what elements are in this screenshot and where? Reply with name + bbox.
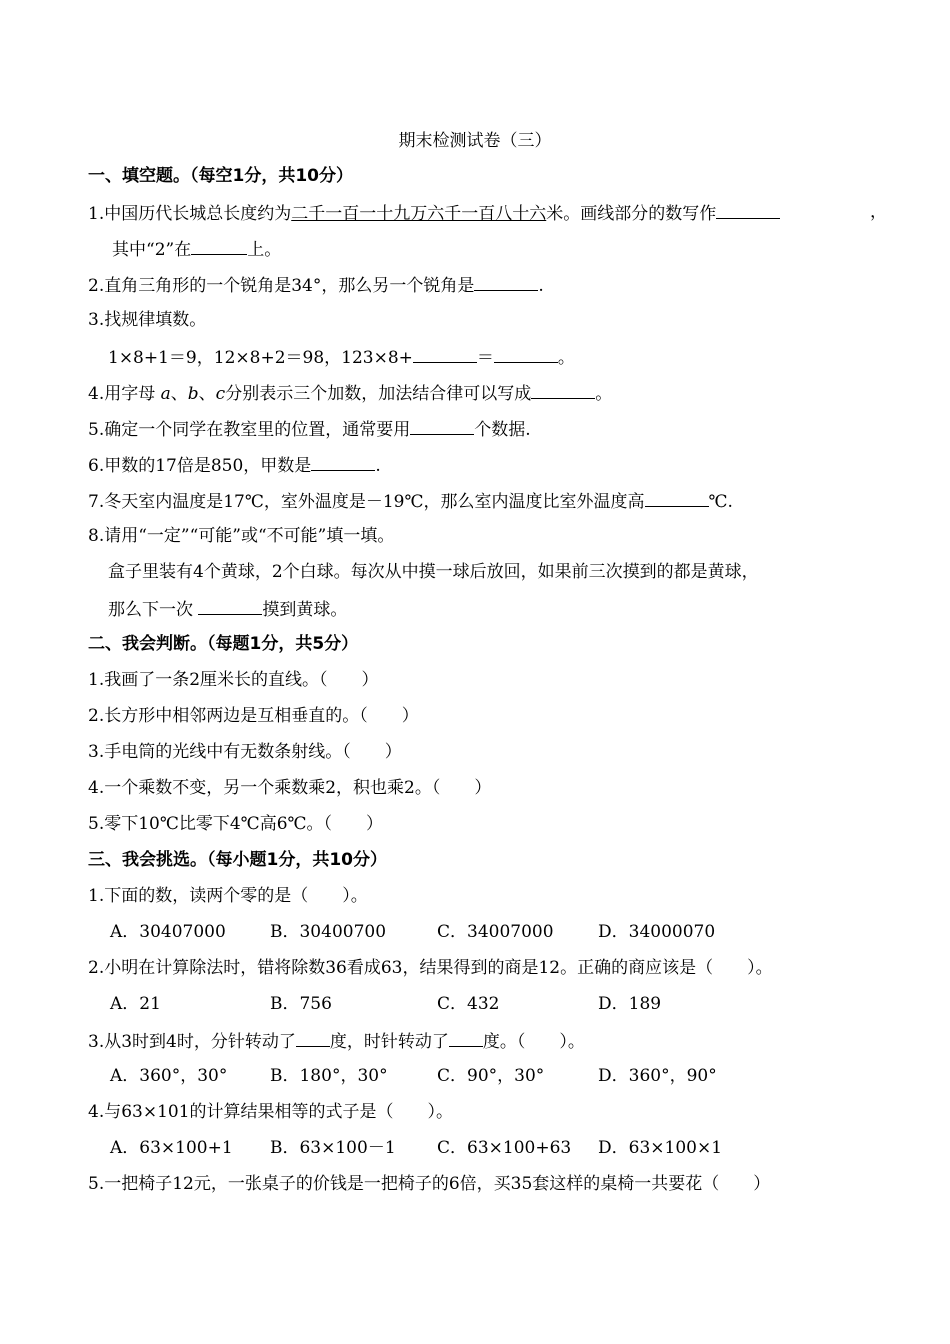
choice-option[interactable]: A．360°，30°	[110, 1066, 228, 1086]
q4-letter-c: c	[215, 384, 226, 404]
fill-question-2	[88, 274, 544, 296]
choice-question-3	[88, 1030, 585, 1052]
answer-blank[interactable]	[296, 1030, 330, 1047]
choice-option[interactable]: A．63×100+1	[110, 1138, 233, 1158]
judge-item: 2.长方形中相邻两边是互相垂直的。（ ）	[88, 706, 419, 726]
answer-blank[interactable]	[474, 274, 538, 291]
page-title: 期末检测试卷（三）	[398, 131, 552, 151]
choice-option[interactable]: C．63×100+63	[437, 1138, 572, 1158]
answer-blank[interactable]	[449, 1030, 483, 1047]
q1-line2-b: 上。	[247, 240, 282, 260]
choice-option[interactable]: B．63×100－1	[270, 1138, 396, 1158]
q7-a: 7.冬天室内温度是17℃，室外温度是－19℃，那么室内温度比室外温度高	[88, 492, 645, 512]
fill-question-7	[88, 490, 733, 512]
q4-letter-b: b	[187, 384, 199, 404]
choice-option[interactable]: A．21	[110, 994, 161, 1014]
q3-expr-c: 。	[557, 348, 575, 368]
q3-expr-b: ＝	[476, 348, 494, 368]
fill-question-3: 3.找规律填数。	[88, 310, 207, 330]
q6-b: .	[375, 456, 381, 476]
section-1-heading: 一、填空题。（每空1分，共10分）	[88, 166, 353, 186]
answer-blank[interactable]	[531, 382, 595, 399]
q3-part-a: 3.从3时到4时，分针转动了	[88, 1032, 296, 1052]
section-2-heading: 二、我会判断。（每题1分，共5分）	[88, 634, 359, 654]
q1-underlined-number: 二千一百一十九万六千一百八十六	[291, 204, 547, 224]
choice-option[interactable]: D．63×100×1	[598, 1138, 723, 1158]
choice-question-1: 1.下面的数，读两个零的是（ ）。	[88, 886, 368, 906]
section-3-heading: 三、我会挑选。（每小题1分，共10分）	[88, 850, 387, 870]
q7-b: ℃.	[708, 492, 733, 512]
answer-blank[interactable]	[716, 202, 780, 219]
fill-question-3-expression	[108, 346, 575, 368]
q4-sep: 、	[198, 384, 216, 404]
q8-line3-a: 那么下一次	[108, 600, 199, 620]
choice-option[interactable]: B．756	[270, 994, 332, 1014]
judge-item: 1.我画了一条2厘米长的直线。（ ）	[88, 670, 379, 690]
fill-question-1-line2	[112, 238, 281, 260]
fill-question-8-line3	[108, 598, 347, 620]
q4-a: 4.用字母	[88, 384, 156, 404]
choice-option[interactable]: D．34000070	[598, 922, 716, 942]
choice-option[interactable]: C．34007000	[437, 922, 554, 942]
q1-line2-a: 其中“2”在	[112, 240, 192, 260]
fill-question-1	[88, 202, 780, 224]
choice-option[interactable]: C．432	[437, 994, 500, 1014]
q3-part-c: 度。（ ）。	[482, 1032, 585, 1052]
choice-option[interactable]: A．30407000	[110, 922, 226, 942]
q1-comma: ，	[870, 202, 887, 222]
q2-end: .	[538, 276, 544, 296]
q2-text: 2.直角三角形的一个锐角是34°，那么另一个锐角是	[88, 276, 475, 296]
choice-question-4: 4.与63×101的计算结果相等的式子是（ ）。	[88, 1102, 454, 1122]
q3-part-b: 度，时针转动了	[329, 1032, 449, 1052]
judge-item: 5.零下10℃比零下4℃高6℃。（ ）	[88, 814, 384, 834]
answer-blank[interactable]	[198, 598, 262, 615]
answer-blank[interactable]	[410, 418, 474, 435]
choice-question-5: 5.一把椅子12元，一张桌子的价钱是一把椅子的6倍，买35套这样的桌椅一共要花（ ）	[88, 1174, 771, 1194]
q6-a: 6.甲数的17倍是850，甲数是	[88, 456, 312, 476]
fill-question-4	[88, 382, 612, 404]
fill-question-8-line2: 盒子里装有4个黄球，2个白球。每次从中摸一球后放回，如果前三次摸到的都是黄球，	[108, 562, 759, 582]
answer-blank[interactable]	[311, 454, 375, 471]
q5-a: 5.确定一个同学在教室里的位置，通常要用	[88, 420, 411, 440]
answer-blank[interactable]	[413, 346, 477, 363]
fill-question-8: 8.请用“一定”“可能”或“不可能”填一填。	[88, 526, 395, 546]
choice-option[interactable]: C．90°，30°	[437, 1066, 545, 1086]
judge-item: 4.一个乘数不变，另一个乘数乘2，积也乘2。（ ）	[88, 778, 492, 798]
q4-c: 。	[595, 384, 613, 404]
q4-letter-a: a	[160, 384, 171, 404]
q5-b: 个数据.	[474, 420, 531, 440]
choice-question-2: 2.小明在计算除法时，错将除数36看成63，结果得到的商是12。正确的商应该是（ ）。	[88, 958, 773, 978]
q4-sep: 、	[170, 384, 188, 404]
q1-prefix: 1.中国历代长城总长度约为	[88, 204, 292, 224]
choice-option[interactable]: D．189	[598, 994, 662, 1014]
q3-expr-a: 1×8+1＝9，12×8+2＝98，123×8+	[108, 348, 413, 368]
choice-option[interactable]: D．360°，90°	[598, 1066, 717, 1086]
judge-item: 3.手电筒的光线中有无数条射线。（ ）	[88, 742, 402, 762]
fill-question-5	[88, 418, 531, 440]
q1-suffix: 米。画线部分的数写作	[546, 204, 717, 224]
answer-blank[interactable]	[645, 490, 709, 507]
fill-question-6	[88, 454, 381, 476]
choice-option[interactable]: B．180°，30°	[270, 1066, 388, 1086]
q4-b: 分别表示三个加数，加法结合律可以写成	[225, 384, 532, 404]
answer-blank[interactable]	[494, 346, 558, 363]
choice-option[interactable]: B．30400700	[270, 922, 387, 942]
answer-blank[interactable]	[191, 238, 247, 255]
q8-line3-b: 摸到黄球。	[262, 600, 348, 620]
